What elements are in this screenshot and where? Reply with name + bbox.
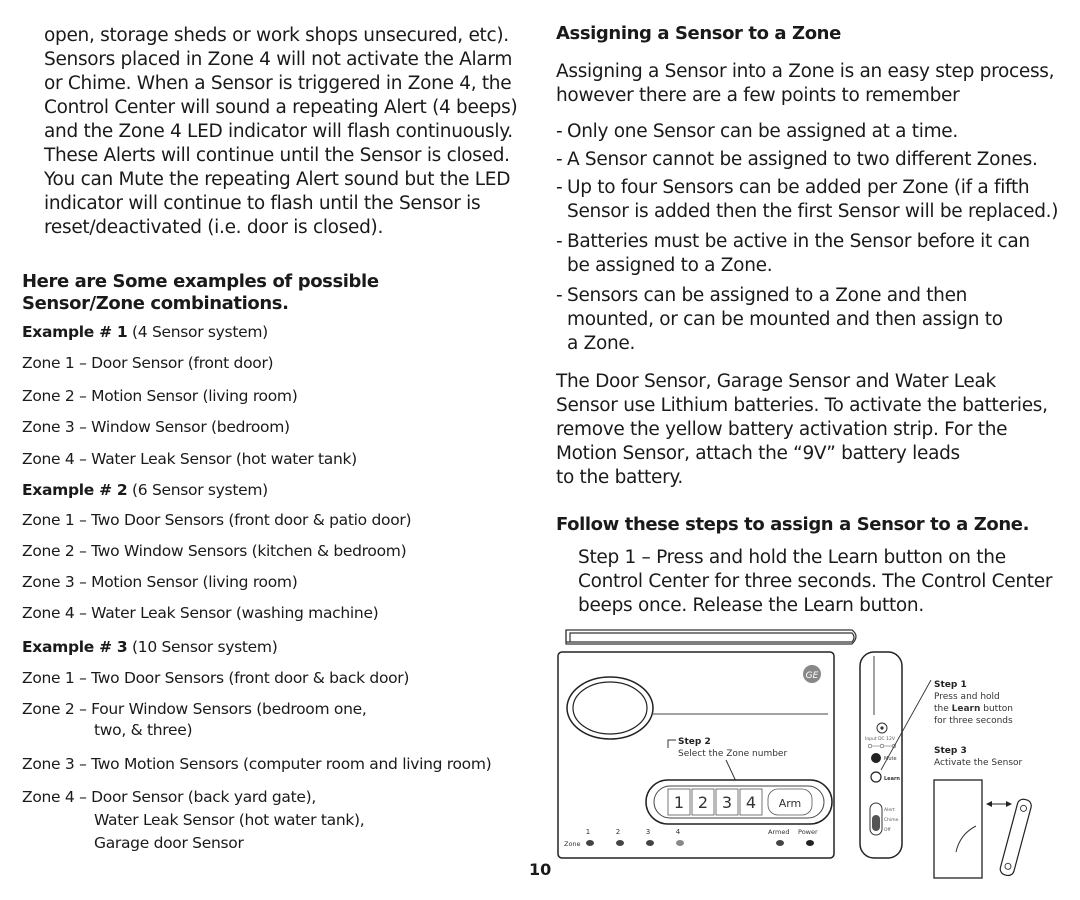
zone4-description: [44, 24, 544, 240]
points-list: [556, 120, 1071, 356]
text-line: Motion Sensor, attach the “9V” battery leads: [556, 443, 960, 464]
svg-text:Alert: Alert: [884, 808, 895, 813]
example-label: Example # 1: [22, 323, 128, 341]
svg-text:Input DC 12V: Input DC 12V: [865, 737, 895, 742]
svg-text:Power: Power: [798, 828, 818, 836]
text-line: Sensors placed in Zone 4 will not activate the Alarm: [44, 49, 513, 70]
text-line: however there are a few points to remember: [556, 85, 960, 106]
svg-text:Zone: Zone: [564, 840, 581, 848]
text-line: Step 1 – Press and hold the Learn button on the: [578, 547, 1006, 568]
heading-line: Here are Some examples of possible: [22, 271, 379, 292]
step-3-text: Activate the Sensor: [934, 758, 1023, 768]
svg-text:3: 3: [721, 793, 733, 812]
text-line: indicator will continue to flash until the Sensor is: [44, 193, 481, 214]
zone-button-1[interactable]: [668, 789, 690, 815]
zone-button-3[interactable]: [716, 789, 738, 815]
svg-text:Mute: Mute: [884, 756, 897, 762]
text-line: open, storage sheds or work shops unsecured, etc).: [44, 25, 509, 46]
step-label: Step 1 –: [578, 547, 651, 568]
svg-text:the Learn button: the Learn button: [934, 704, 1013, 714]
examples-heading: [22, 271, 379, 315]
example-note: (10 Sensor system): [127, 638, 278, 656]
arm-button[interactable]: [768, 789, 812, 815]
text-line: You can Mute the repeating Alert sound but the LED: [44, 169, 511, 190]
step-1-text: [578, 546, 1073, 618]
power-led: [806, 840, 814, 846]
zone-2-led: [616, 840, 624, 846]
heading-line: Sensor/Zone combinations.: [22, 293, 289, 314]
zone-row-continued: Water Leak Sensor (hot water tank),: [94, 811, 365, 829]
mounting-strip: [566, 630, 854, 642]
zone-row: Zone 4 – Water Leak Sensor (hot water tank): [22, 450, 357, 468]
list-item: - A Sensor cannot be assigned to two different Zones.: [556, 149, 1038, 170]
step-3-title: Step 3: [934, 746, 967, 756]
text-line: and the Zone 4 LED indicator will flash continuously.: [44, 121, 513, 142]
example-1-title: [22, 322, 268, 342]
magnet: [999, 798, 1033, 877]
learn-button[interactable]: [871, 772, 881, 782]
example-note: (6 Sensor system): [127, 481, 268, 499]
text-line: beeps once. Release the Learn button.: [578, 595, 924, 616]
zone-4-led: [676, 840, 684, 846]
svg-text:Chime: Chime: [884, 818, 899, 823]
text-line: Sensor use Lithium batteries. To activate the batteries,: [556, 395, 1048, 416]
battery-paragraph: [556, 370, 1071, 490]
text-line: The Door Sensor, Garage Sensor and Water Leak: [556, 371, 996, 392]
door-sensor: [934, 780, 982, 878]
svg-text:for three seconds: for three seconds: [934, 716, 1013, 726]
armed-led: [776, 840, 784, 846]
zone-row: Zone 2 – Motion Sensor (living room): [22, 387, 298, 405]
zone-button-2[interactable]: [692, 789, 714, 815]
svg-text:Arm: Arm: [778, 797, 802, 810]
example-note: (4 Sensor system): [127, 323, 268, 341]
zone-1-led: [586, 840, 594, 846]
zone-row: Zone 3 – Window Sensor (bedroom): [22, 418, 290, 436]
svg-text:4: 4: [745, 793, 757, 812]
steps-heading: Follow these steps to assign a Sensor to a Zone.: [556, 514, 1030, 535]
zone-3-led: [646, 840, 654, 846]
zone-row: Zone 1 – Two Door Sensors (front door & back door): [22, 669, 410, 687]
assigning-heading: Assigning a Sensor to a Zone: [556, 23, 841, 44]
step-2-title: Step 2: [678, 737, 711, 747]
svg-text:3: 3: [645, 828, 651, 836]
zone-button-4[interactable]: [740, 789, 762, 815]
zone-row: Zone 2 – Two Window Sensors (kitchen & bedroom): [22, 542, 407, 560]
assigning-intro: [556, 60, 1071, 108]
svg-text:2: 2: [615, 828, 621, 836]
zone-row: Zone 4 – Door Sensor (back yard gate),: [22, 788, 316, 806]
example-2-title: [22, 480, 268, 500]
example-3-title: [22, 637, 277, 657]
svg-text:1: 1: [673, 793, 685, 812]
svg-text:Learn: Learn: [884, 776, 900, 782]
example-label: Example # 3: [22, 638, 128, 656]
text-line: Assigning a Sensor into a Zone is an easy step process,: [556, 61, 1055, 82]
text-line: remove the yellow battery activation strip. For the: [556, 419, 1008, 440]
text-line: to the battery.: [556, 467, 683, 488]
mute-button[interactable]: [871, 753, 881, 763]
list-item: - Batteries must be active in the Sensor before it can be assigned to a Zone.: [556, 231, 1030, 276]
zone-row: Zone 4 – Water Leak Sensor (washing machine): [22, 604, 379, 622]
page-number: 10: [529, 860, 552, 879]
control-center-diagram: [556, 620, 1056, 882]
list-item: - Only one Sensor can be assigned at a time.: [556, 121, 958, 142]
zone-row: Zone 1 – Two Door Sensors (front door & patio door): [22, 511, 412, 529]
zone-row: Zone 3 – Motion Sensor (living room): [22, 573, 298, 591]
text-line: Control Center will sound a repeating Alert (4 beeps): [44, 97, 518, 118]
text-line: Control Center for three seconds. The Control Center: [578, 571, 1053, 592]
example-label: Example # 2: [22, 481, 128, 499]
svg-text:Press and hold: Press and hold: [934, 692, 1000, 702]
svg-text:Off: Off: [884, 828, 891, 833]
list-item: - Up to four Sensors can be added per Zone (if a fifth Sensor is added then the first Sensor will be replaced.): [556, 177, 1059, 222]
zone-row: Zone 2 – Four Window Sensors (bedroom one,: [22, 700, 367, 718]
zone-row: Zone 1 – Door Sensor (front door): [22, 354, 274, 372]
svg-text:4: 4: [675, 828, 681, 836]
svg-text:2: 2: [697, 793, 709, 812]
zone-row: Zone 3 – Two Motion Sensors (computer room and living room): [22, 755, 492, 773]
svg-text:GE: GE: [805, 671, 819, 681]
text-line: reset/deactivated (i.e. door is closed).: [44, 217, 384, 238]
step-1-title: Step 1: [934, 680, 967, 690]
svg-text:Armed: Armed: [768, 828, 790, 836]
zone-row-continued: two, & three): [94, 721, 193, 739]
svg-text:1: 1: [585, 828, 591, 836]
zone-row-continued: Garage door Sensor: [94, 834, 244, 852]
step-2-text: Select the Zone number: [678, 749, 788, 759]
text-line: or Chime. When a Sensor is triggered in Zone 4, the: [44, 73, 512, 94]
text-line: These Alerts will continue until the Sensor is closed.: [44, 145, 510, 166]
list-item: - Sensors can be assigned to a Zone and then mounted, or can be mounted and then assign to a Zone.: [556, 285, 1003, 354]
